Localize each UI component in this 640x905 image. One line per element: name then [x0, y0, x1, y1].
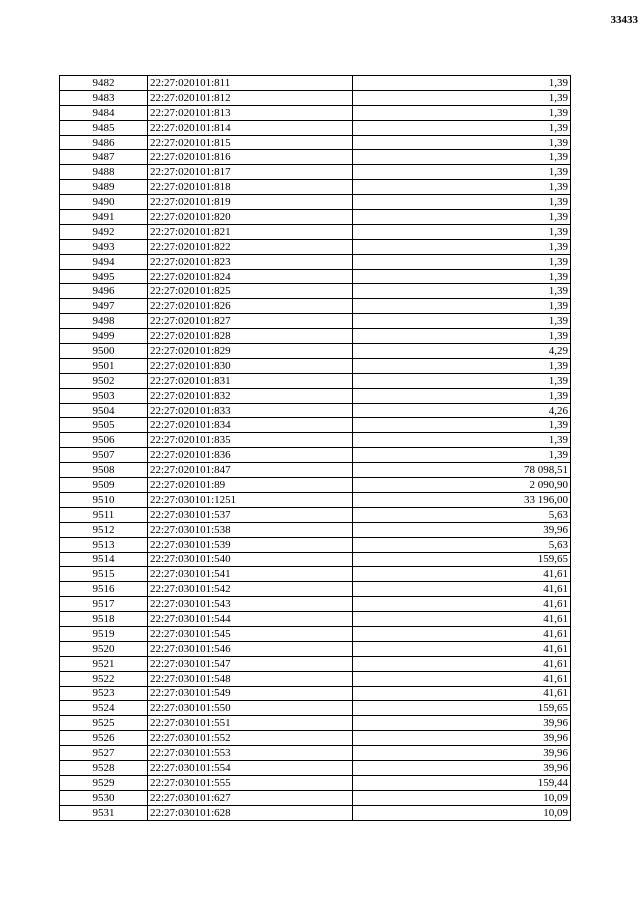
value-cell: 41,61: [353, 567, 571, 582]
cadastral-number-cell: 22:27:030101:550: [148, 701, 353, 716]
row-number-cell: 9509: [60, 478, 148, 493]
row-number-cell: 9506: [60, 433, 148, 448]
row-number-cell: 9500: [60, 344, 148, 359]
cadastral-number-cell: 22:27:020101:817: [148, 165, 353, 180]
value-cell: 1,39: [353, 224, 571, 239]
table-row: [60, 150, 571, 165]
table-row: [60, 463, 571, 478]
value-cell: 1,39: [353, 239, 571, 254]
table-row: [60, 284, 571, 299]
value-cell: 1,39: [353, 329, 571, 344]
value-cell: 1,39: [353, 90, 571, 105]
cadastral-number-cell: 22:27:020101:812: [148, 90, 353, 105]
cadastral-number-cell: 22:27:030101:552: [148, 731, 353, 746]
cadastral-number-cell: 22:27:020101:818: [148, 180, 353, 195]
table-row: [60, 403, 571, 418]
table-row: [60, 582, 571, 597]
row-number-cell: 9526: [60, 731, 148, 746]
row-number-cell: 9486: [60, 135, 148, 150]
row-number-cell: 9524: [60, 701, 148, 716]
row-number-cell: 9525: [60, 716, 148, 731]
value-cell: 41,61: [353, 671, 571, 686]
cadastral-number-cell: 22:27:030101:554: [148, 760, 353, 775]
cadastral-number-cell: 22:27:020101:834: [148, 418, 353, 433]
cadastral-number-cell: 22:27:020101:832: [148, 388, 353, 403]
row-number-cell: 9484: [60, 105, 148, 120]
table-row: [60, 760, 571, 775]
cadastral-number-cell: 22:27:030101:542: [148, 582, 353, 597]
cadastral-number-cell: 22:27:020101:829: [148, 344, 353, 359]
cadastral-number-cell: 22:27:020101:811: [148, 76, 353, 91]
cadastral-number-cell: 22:27:020101:824: [148, 269, 353, 284]
value-cell: 39,96: [353, 522, 571, 537]
row-number-cell: 9482: [60, 76, 148, 91]
value-cell: 1,39: [353, 195, 571, 210]
cadastral-number-cell: 22:27:020101:819: [148, 195, 353, 210]
value-cell: 1,39: [353, 210, 571, 225]
table-row: [60, 418, 571, 433]
row-number-cell: 9528: [60, 760, 148, 775]
table-row: [60, 224, 571, 239]
value-cell: 1,39: [353, 180, 571, 195]
value-cell: 2 090,90: [353, 478, 571, 493]
table-row: [60, 597, 571, 612]
table-row: [60, 626, 571, 641]
cadastral-number-cell: 22:27:030101:549: [148, 686, 353, 701]
value-cell: 41,61: [353, 597, 571, 612]
value-cell: 10,09: [353, 805, 571, 820]
table-row: [60, 478, 571, 493]
row-number-cell: 9513: [60, 537, 148, 552]
row-number-cell: 9515: [60, 567, 148, 582]
row-number-cell: 9504: [60, 403, 148, 418]
table-row: [60, 105, 571, 120]
table-row: [60, 731, 571, 746]
table-row: [60, 210, 571, 225]
table-row: [60, 433, 571, 448]
table-row: [60, 239, 571, 254]
value-cell: 159,65: [353, 701, 571, 716]
table-row: [60, 507, 571, 522]
cadastral-number-cell: 22:27:020101:836: [148, 448, 353, 463]
cadastral-number-cell: 22:27:020101:847: [148, 463, 353, 478]
value-cell: 33 196,00: [353, 492, 571, 507]
cadastral-number-cell: 22:27:020101:827: [148, 314, 353, 329]
row-number-cell: 9512: [60, 522, 148, 537]
table-row: [60, 537, 571, 552]
value-cell: 5,63: [353, 507, 571, 522]
row-number-cell: 9517: [60, 597, 148, 612]
table-row: [60, 254, 571, 269]
row-number-cell: 9531: [60, 805, 148, 820]
registry-table-body: [60, 76, 571, 821]
value-cell: 1,39: [353, 358, 571, 373]
table-row: [60, 373, 571, 388]
table-row: [60, 552, 571, 567]
row-number-cell: 9499: [60, 329, 148, 344]
cadastral-number-cell: 22:27:030101:1251: [148, 492, 353, 507]
table-row: [60, 120, 571, 135]
value-cell: 4,29: [353, 344, 571, 359]
row-number-cell: 9527: [60, 746, 148, 761]
cadastral-number-cell: 22:27:020101:823: [148, 254, 353, 269]
table-row: [60, 522, 571, 537]
table-row: [60, 567, 571, 582]
cadastral-number-cell: 22:27:030101:627: [148, 790, 353, 805]
row-number-cell: 9530: [60, 790, 148, 805]
value-cell: 10,09: [353, 790, 571, 805]
cadastral-number-cell: 22:27:030101:555: [148, 775, 353, 790]
cadastral-number-cell: 22:27:020101:830: [148, 358, 353, 373]
table-row: [60, 135, 571, 150]
table-row: [60, 790, 571, 805]
row-number-cell: 9492: [60, 224, 148, 239]
table-row: [60, 448, 571, 463]
row-number-cell: 9518: [60, 612, 148, 627]
table-row: [60, 746, 571, 761]
cadastral-number-cell: 22:27:020101:835: [148, 433, 353, 448]
value-cell: 1,39: [353, 299, 571, 314]
table-row: [60, 701, 571, 716]
cadastral-number-cell: 22:27:020101:833: [148, 403, 353, 418]
row-number-cell: 9497: [60, 299, 148, 314]
value-cell: 1,39: [353, 448, 571, 463]
cadastral-number-cell: 22:27:020101:825: [148, 284, 353, 299]
value-cell: 1,39: [353, 284, 571, 299]
table-row: [60, 612, 571, 627]
row-number-cell: 9521: [60, 656, 148, 671]
value-cell: 159,65: [353, 552, 571, 567]
table-row: [60, 269, 571, 284]
row-number-cell: 9511: [60, 507, 148, 522]
cadastral-number-cell: 22:27:020101:814: [148, 120, 353, 135]
value-cell: 39,96: [353, 760, 571, 775]
row-number-cell: 9485: [60, 120, 148, 135]
row-number-cell: 9508: [60, 463, 148, 478]
cadastral-number-cell: 22:27:020101:816: [148, 150, 353, 165]
cadastral-number-cell: 22:27:020101:831: [148, 373, 353, 388]
value-cell: 1,39: [353, 120, 571, 135]
value-cell: 1,39: [353, 150, 571, 165]
value-cell: 1,39: [353, 373, 571, 388]
table-row: [60, 775, 571, 790]
value-cell: 1,39: [353, 314, 571, 329]
row-number-cell: 9510: [60, 492, 148, 507]
cadastral-number-cell: 22:27:030101:546: [148, 641, 353, 656]
row-number-cell: 9498: [60, 314, 148, 329]
table-row: [60, 76, 571, 91]
cadastral-number-cell: 22:27:030101:538: [148, 522, 353, 537]
row-number-cell: 9505: [60, 418, 148, 433]
value-cell: 41,61: [353, 612, 571, 627]
table-row: [60, 344, 571, 359]
row-number-cell: 9489: [60, 180, 148, 195]
value-cell: 1,39: [353, 165, 571, 180]
value-cell: 78 098,51: [353, 463, 571, 478]
value-cell: 1,39: [353, 433, 571, 448]
cadastral-number-cell: 22:27:030101:544: [148, 612, 353, 627]
row-number-cell: 9507: [60, 448, 148, 463]
table-row: [60, 656, 571, 671]
row-number-cell: 9490: [60, 195, 148, 210]
row-number-cell: 9487: [60, 150, 148, 165]
value-cell: 1,39: [353, 254, 571, 269]
table-row: [60, 165, 571, 180]
row-number-cell: 9488: [60, 165, 148, 180]
row-number-cell: 9496: [60, 284, 148, 299]
value-cell: 1,39: [353, 105, 571, 120]
row-number-cell: 9516: [60, 582, 148, 597]
table-row: [60, 90, 571, 105]
value-cell: 39,96: [353, 746, 571, 761]
row-number-cell: 9502: [60, 373, 148, 388]
cadastral-number-cell: 22:27:030101:543: [148, 597, 353, 612]
value-cell: 41,61: [353, 686, 571, 701]
value-cell: 1,39: [353, 388, 571, 403]
cadastral-number-cell: 22:27:030101:541: [148, 567, 353, 582]
table-row: [60, 716, 571, 731]
cadastral-number-cell: 22:27:020101:826: [148, 299, 353, 314]
cadastral-number-cell: 22:27:030101:548: [148, 671, 353, 686]
cadastral-number-cell: 22:27:020101:89: [148, 478, 353, 493]
row-number-cell: 9494: [60, 254, 148, 269]
table-row: [60, 671, 571, 686]
page-number: 33433: [610, 14, 638, 26]
value-cell: 41,61: [353, 582, 571, 597]
row-number-cell: 9523: [60, 686, 148, 701]
value-cell: 1,39: [353, 418, 571, 433]
cadastral-number-cell: 22:27:030101:540: [148, 552, 353, 567]
row-number-cell: 9520: [60, 641, 148, 656]
row-number-cell: 9522: [60, 671, 148, 686]
value-cell: 1,39: [353, 269, 571, 284]
registry-table: [59, 75, 571, 821]
row-number-cell: 9493: [60, 239, 148, 254]
table-row: [60, 641, 571, 656]
cadastral-number-cell: 22:27:020101:822: [148, 239, 353, 254]
row-number-cell: 9483: [60, 90, 148, 105]
row-number-cell: 9501: [60, 358, 148, 373]
cadastral-number-cell: 22:27:020101:820: [148, 210, 353, 225]
cadastral-number-cell: 22:27:020101:815: [148, 135, 353, 150]
cadastral-number-cell: 22:27:030101:537: [148, 507, 353, 522]
row-number-cell: 9491: [60, 210, 148, 225]
table-row: [60, 686, 571, 701]
table-row: [60, 805, 571, 820]
cadastral-number-cell: 22:27:020101:813: [148, 105, 353, 120]
cadastral-number-cell: 22:27:030101:545: [148, 626, 353, 641]
row-number-cell: 9503: [60, 388, 148, 403]
row-number-cell: 9529: [60, 775, 148, 790]
table-row: [60, 492, 571, 507]
value-cell: 1,39: [353, 135, 571, 150]
row-number-cell: 9519: [60, 626, 148, 641]
value-cell: 39,96: [353, 716, 571, 731]
value-cell: 39,96: [353, 731, 571, 746]
value-cell: 41,61: [353, 641, 571, 656]
table-row: [60, 195, 571, 210]
cadastral-number-cell: 22:27:030101:539: [148, 537, 353, 552]
table-row: [60, 358, 571, 373]
table-row: [60, 388, 571, 403]
table-row: [60, 329, 571, 344]
cadastral-number-cell: 22:27:030101:553: [148, 746, 353, 761]
value-cell: 5,63: [353, 537, 571, 552]
cadastral-number-cell: 22:27:020101:821: [148, 224, 353, 239]
cadastral-number-cell: 22:27:030101:551: [148, 716, 353, 731]
cadastral-number-cell: 22:27:030101:547: [148, 656, 353, 671]
table-row: [60, 299, 571, 314]
cadastral-number-cell: 22:27:020101:828: [148, 329, 353, 344]
row-number-cell: 9514: [60, 552, 148, 567]
value-cell: 4,26: [353, 403, 571, 418]
value-cell: 159,44: [353, 775, 571, 790]
value-cell: 41,61: [353, 626, 571, 641]
cadastral-number-cell: 22:27:030101:628: [148, 805, 353, 820]
table-row: [60, 180, 571, 195]
row-number-cell: 9495: [60, 269, 148, 284]
value-cell: 41,61: [353, 656, 571, 671]
value-cell: 1,39: [353, 76, 571, 91]
table-row: [60, 314, 571, 329]
